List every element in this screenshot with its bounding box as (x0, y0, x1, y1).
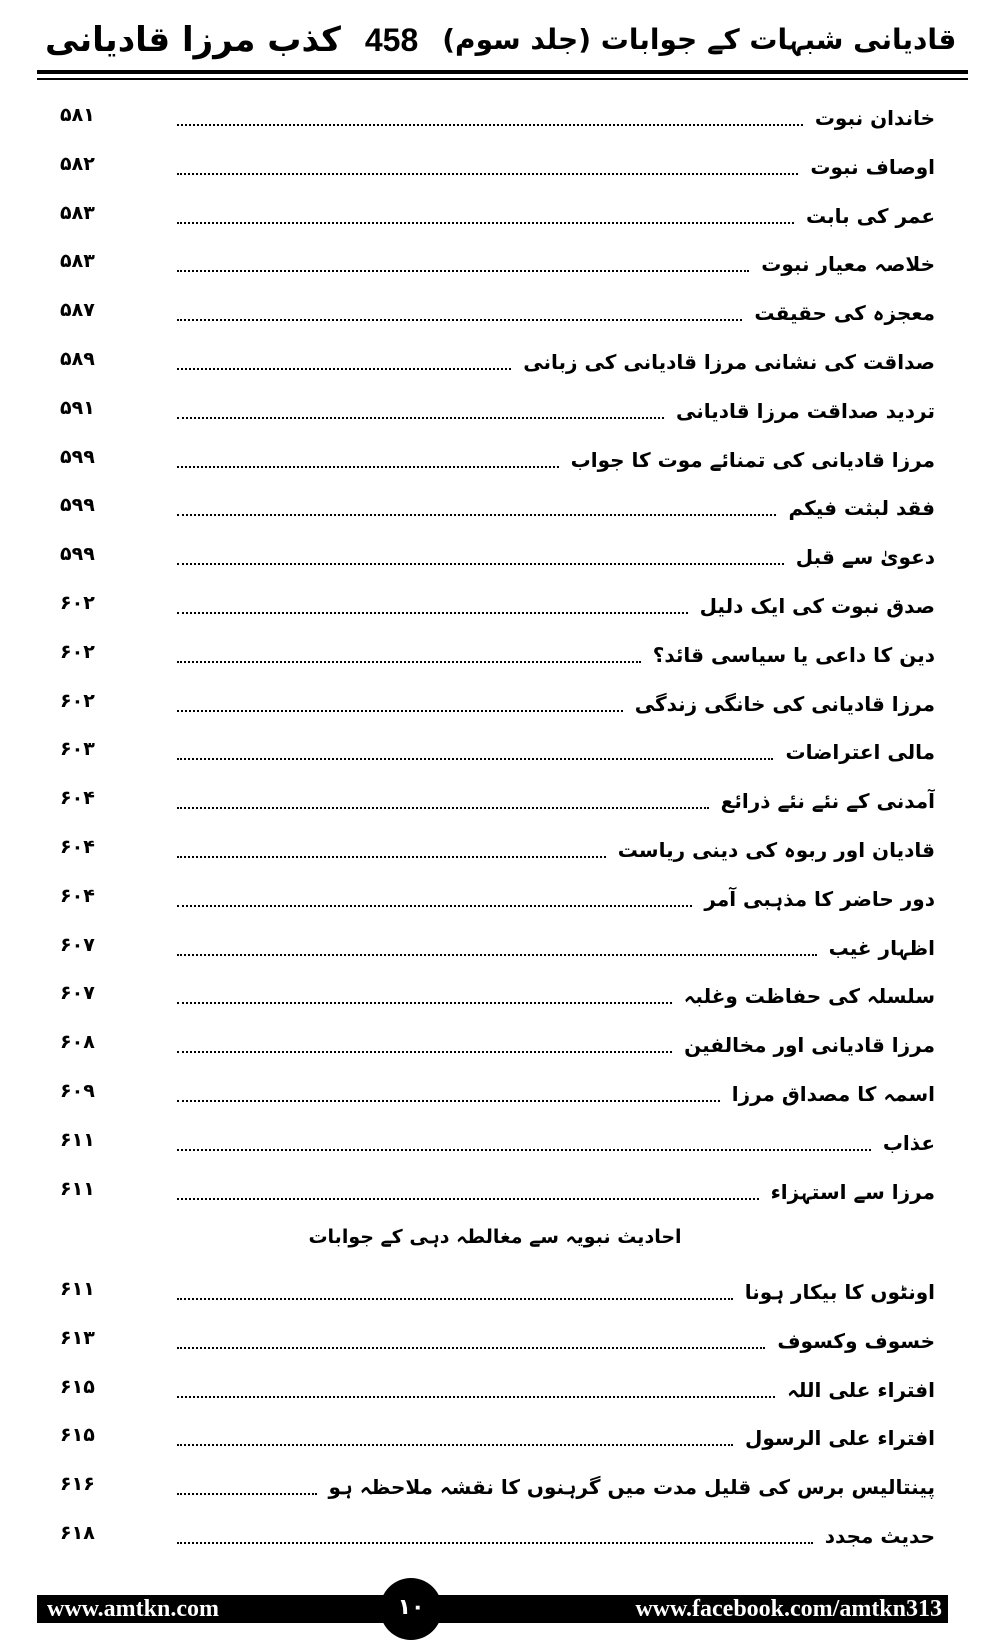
toc-entry[interactable] (0, 1172, 990, 1212)
dot-leader (177, 514, 776, 516)
toc-entry[interactable] (0, 684, 990, 724)
toc-entry[interactable] (0, 586, 990, 626)
toc-entry-title: فقد لبثت فیکم (788, 496, 935, 521)
toc-entry-title: قادیان اور ربوہ کی دینی ریاست (617, 838, 935, 862)
toc-entry[interactable] (0, 976, 990, 1016)
running-title: قادیانی شبہات کے جوابات (جلد سوم) (442, 23, 957, 56)
toc-entry[interactable] (0, 440, 990, 480)
dot-leader (177, 270, 749, 272)
dot-leader (177, 758, 773, 760)
toc-entry-line (177, 976, 935, 1016)
toc-entry-line (177, 1123, 935, 1163)
toc-entry-title: سلسلہ کی حفاظت وغلبہ (683, 984, 935, 1009)
toc-entry-title: دین کا داعی یا سیاسی قائد؟ (652, 642, 935, 667)
toc-entry-title: مرزا قادیانی اور مخالفین (684, 1033, 935, 1058)
toc-entry[interactable] (0, 196, 990, 236)
toc-entry-title: صداقت کی نشانی مرزا قادیانی کی زبانی (523, 350, 935, 374)
toc-entry-line (177, 244, 935, 284)
toc-entry[interactable] (0, 781, 990, 821)
toc-entry-title: آمدنی کے نئے نئے ذرائع (720, 789, 935, 814)
dot-leader (177, 856, 606, 858)
dot-leader (177, 1347, 765, 1349)
dot-leader (177, 1051, 672, 1053)
dot-leader (177, 1149, 871, 1151)
toc-entry-title: اونٹوں کا بیکار ہونا (744, 1280, 935, 1304)
toc-entry-line (177, 732, 935, 772)
dot-leader (177, 319, 742, 321)
dot-leader (177, 173, 798, 175)
dot-leader (177, 612, 688, 614)
toc-entry-page: ۶۰۹ (60, 1080, 95, 1102)
toc-entry-page: ۶۱۳ (60, 1326, 95, 1349)
dot-leader (177, 222, 794, 224)
toc-entry-line (177, 147, 935, 187)
toc-entry[interactable] (0, 1123, 990, 1163)
toc-entry-page: ۶۰۴ (60, 787, 95, 810)
toc-entry-line (177, 342, 935, 382)
toc-entry-title: مرزا قادیانی کی خانگی زندگی (634, 691, 935, 716)
toc-entry[interactable] (0, 1418, 990, 1458)
dot-leader (177, 954, 817, 956)
toc-entry-line (177, 586, 935, 626)
toc-entry[interactable] (0, 879, 990, 919)
toc-entry-page: ۶۱۵ (60, 1375, 95, 1398)
toc-entry-line (177, 293, 935, 333)
toc-entry-page: ۵۸۳ (60, 201, 95, 224)
toc-entry-page: ۵۸۳ (60, 250, 95, 273)
footer-bar (37, 1595, 948, 1623)
header-row (45, 14, 957, 66)
toc-entry-line (177, 1272, 935, 1312)
book-title: کذب مرزا قادیانی (45, 20, 341, 60)
toc-entry[interactable] (0, 1467, 990, 1507)
dot-leader (177, 905, 692, 907)
toc-page-number: ۱۰ (380, 1578, 442, 1640)
toc-entry-page: ۶۰۷ (60, 982, 95, 1005)
page-number: 458 (364, 22, 419, 58)
toc-entry-line (177, 1370, 935, 1410)
toc-entry-page: ۵۹۹ (60, 494, 95, 517)
toc-entry-page: ۵۹۹ (60, 543, 95, 566)
facebook-link[interactable]: www.facebook.com/amtkn313 (635, 1596, 942, 1622)
toc-entry-line (177, 1025, 935, 1065)
website-link[interactable]: www.amtkn.com (47, 1596, 219, 1622)
toc-entry[interactable] (0, 342, 990, 382)
toc-entry-line (177, 1467, 935, 1507)
dot-leader (177, 1493, 317, 1495)
toc-entry-page: ۵۸۷ (60, 299, 95, 322)
dot-leader (177, 466, 559, 468)
toc-entry-title: مرزا قادیانی کی تمنائے موت کا جواب (570, 447, 935, 472)
toc-entry-title: خلاصہ معیار نبوت (761, 252, 935, 277)
toc-entry-line (177, 830, 935, 870)
toc-entry-line (177, 1321, 935, 1361)
toc-entry-title: حدیث مجدد (824, 1524, 935, 1548)
toc-entry-title: اوصاف نبوت (810, 154, 935, 179)
toc-entry-line (177, 928, 935, 968)
toc-entry[interactable] (0, 537, 990, 577)
toc-entry[interactable] (0, 98, 990, 138)
toc-entry[interactable] (0, 147, 990, 187)
toc-entry[interactable] (0, 830, 990, 870)
toc-entry-line (177, 488, 935, 528)
dot-leader (177, 1002, 672, 1004)
toc-entry-page: ۶۰۴ (60, 884, 95, 907)
toc-entry-line (177, 391, 935, 431)
toc-entry-title: اسمہ کا مصداق مرزا (731, 1082, 935, 1106)
dot-leader (177, 1444, 733, 1446)
header-rule (37, 70, 968, 74)
toc-entry-page: ۶۰۲ (60, 592, 95, 614)
toc-entry-line (177, 537, 935, 577)
toc-entry-page: ۵۸۹ (60, 348, 95, 370)
dot-leader (177, 1542, 813, 1544)
dot-leader (177, 1396, 775, 1398)
toc-entry-title: صدق نبوت کی ایک دلیل (699, 594, 935, 618)
dot-leader (177, 124, 803, 126)
toc-entry-line (177, 1172, 935, 1212)
header-rule-thin (37, 78, 968, 80)
dot-leader (177, 417, 664, 419)
toc-entry-page: ۶۰۴ (60, 836, 95, 858)
dot-leader (177, 1100, 720, 1102)
toc-entry-page: ۵۹۹ (60, 445, 95, 468)
toc-entry-page: ۶۰۲ (60, 689, 95, 712)
toc-entry-title: مرزا سے استہزاء (770, 1179, 935, 1204)
toc-entry[interactable] (0, 488, 990, 528)
toc-entry-title: اظہار غیب (828, 935, 935, 960)
toc-entry[interactable] (0, 391, 990, 431)
toc-entry-title: افتراء علی اللہ (787, 1377, 935, 1402)
toc-entry[interactable] (0, 1074, 990, 1114)
toc-entry-page: ۵۹۱ (60, 396, 95, 419)
dot-leader (177, 1198, 759, 1200)
toc-entry-page: ۶۰۷ (60, 933, 95, 956)
dot-leader (177, 563, 784, 565)
toc-entry-line (177, 1516, 935, 1556)
toc-entry-title: تردید صداقت مرزا قادیانی (676, 398, 935, 423)
toc-entry[interactable] (0, 732, 990, 772)
toc-entry[interactable] (0, 1272, 990, 1312)
toc-entry-line (177, 1074, 935, 1114)
toc-entry[interactable] (0, 1370, 990, 1410)
dot-leader (177, 1298, 733, 1300)
toc-entry-page: ۶۱۸ (60, 1522, 95, 1544)
toc-entry-line (177, 196, 935, 236)
toc-entry[interactable] (0, 1516, 990, 1556)
toc-entry-line (177, 1418, 935, 1458)
toc-entry-page: ۵۸۱ (60, 104, 95, 126)
toc-entry[interactable] (0, 1321, 990, 1361)
dot-leader (177, 807, 709, 809)
toc-entry-title: پینتالیس برس کی قلیل مدت میں گرہنوں کا نقشہ ملاحظہ ہو (328, 1475, 935, 1500)
toc-entry-title: دور حاضر کا مذہبی آمر (704, 886, 935, 911)
toc-entry-page: ۶۱۱ (60, 1278, 95, 1300)
toc-entry-page: ۶۰۲ (60, 640, 95, 663)
toc-entry-title: مالی اعتراضات (785, 740, 935, 765)
toc-entry-page: ۶۱۶ (60, 1473, 95, 1496)
dot-leader (177, 368, 511, 370)
dot-leader (177, 661, 641, 663)
toc-entry-page: ۶۰۳ (60, 738, 95, 761)
toc-entry-title: معجزہ کی حقیقت (754, 301, 935, 326)
toc-entry[interactable] (0, 1025, 990, 1065)
toc-entry-line (177, 440, 935, 480)
toc-entry-page: ۶۱۱ (60, 1177, 95, 1200)
toc-entry-title: خسوف وکسوف (777, 1328, 935, 1353)
toc-entry[interactable] (0, 244, 990, 284)
toc-entry-line (177, 781, 935, 821)
toc-entry[interactable] (0, 928, 990, 968)
toc-entry-line (177, 98, 935, 138)
toc-entry-line (177, 635, 935, 675)
dot-leader (177, 710, 623, 712)
toc-entry-title: افتراء علی الرسول (745, 1426, 935, 1451)
toc-entry-title: دعویٰ سے قبل (795, 545, 935, 570)
toc-entry-title: عذاب (882, 1130, 935, 1155)
toc-entry-page: ۵۸۲ (60, 152, 95, 175)
section-heading: احادیث نبویہ سے مغالطہ دہی کے جوابات (308, 1226, 682, 1248)
toc-entry-page: ۶۱۵ (60, 1424, 95, 1447)
toc-entry-page: ۶۰۸ (60, 1031, 95, 1054)
toc-entry-title: خاندان نبوت (814, 106, 935, 130)
toc-entry[interactable] (0, 635, 990, 675)
toc-entry-line (177, 684, 935, 724)
toc-entry[interactable] (0, 293, 990, 333)
toc-entry-line (177, 879, 935, 919)
toc-entry-title: عمر کی بابت (805, 203, 935, 228)
toc-entry-page: ۶۱۱ (60, 1128, 95, 1151)
